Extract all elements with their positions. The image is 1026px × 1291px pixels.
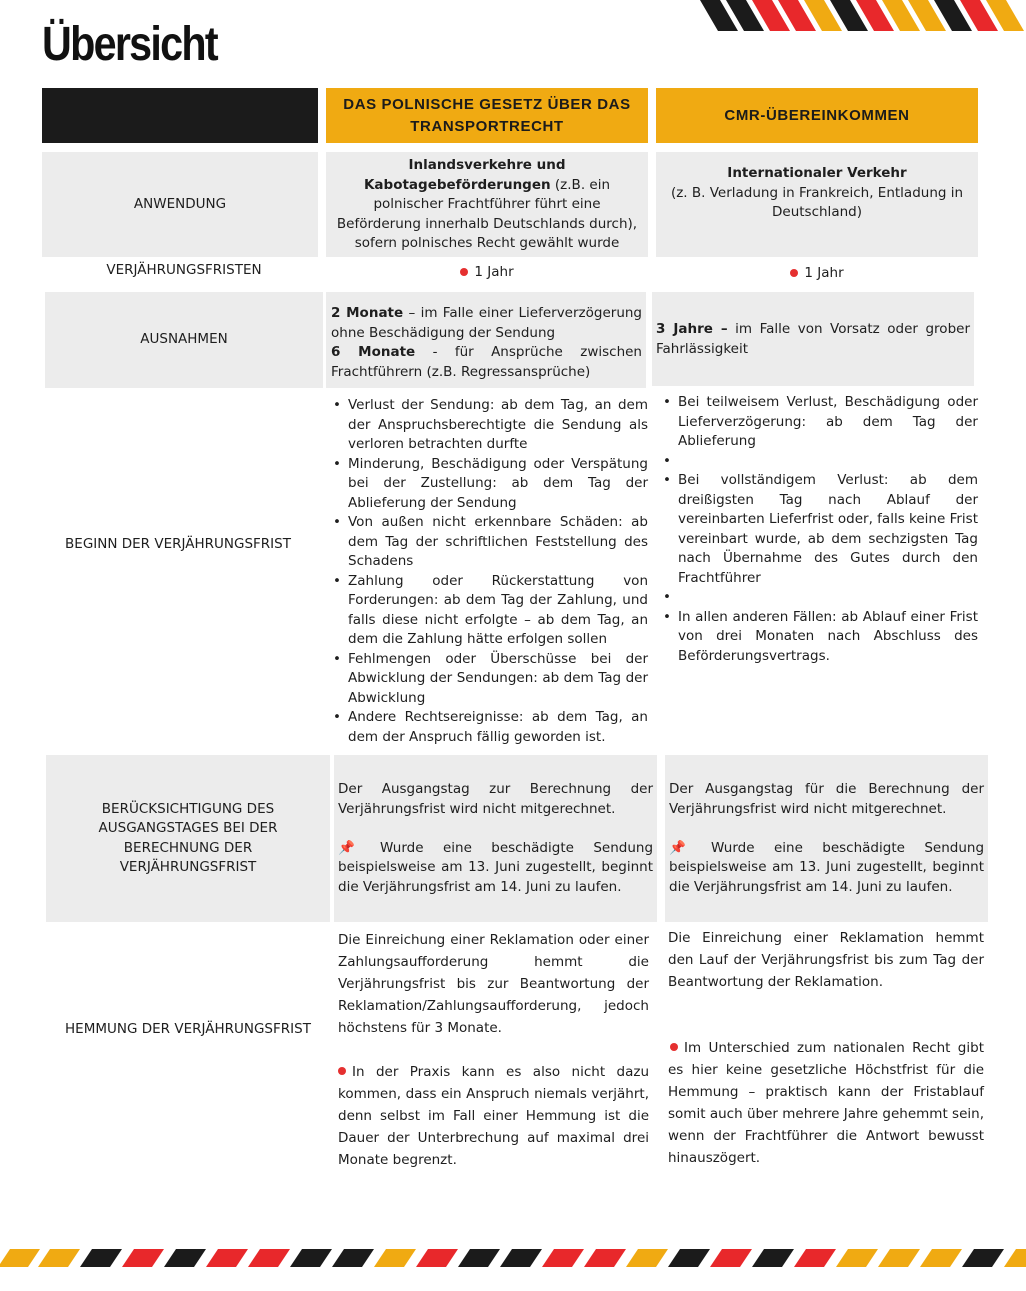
list-item: • In allen anderen Fällen: ab Ablauf einer Frist von drei Monaten nach Abschluss des Beförderungsvertrags.	[660, 608, 978, 667]
row-label-beginn	[42, 520, 314, 570]
ausgangstag-polish-cell	[334, 755, 657, 922]
hemmung-polish-cell	[338, 929, 649, 1171]
row-label-ausgangstag	[46, 755, 330, 922]
anwendung-polish-bold: Inlandsverkehre und Kabotagebeförderungen	[363, 157, 566, 193]
corner-stripes-decoration	[690, 0, 1026, 31]
list-item: • Bei teilweisem Verlust, Beschädigung oder Lieferverzögerung: ab dem Tag der Ablieferung	[660, 393, 978, 452]
row-label-ausnahmen	[45, 292, 323, 388]
ausnahmen-cmr-text: im Falle von Vorsatz oder grober Fahrlässigkeit	[656, 321, 970, 357]
ausnahmen-polish-b-bold: 6 Monate	[331, 344, 416, 360]
list-spacer	[660, 452, 978, 472]
paragraph-spacer	[338, 1039, 649, 1061]
fristen-cmr-cell	[656, 263, 978, 283]
list-item: • Zahlung oder Rückerstattung von Forderungen: ab dem Tag der Zahlung, und falls diese nicht erfolgte – ab dem Tag, an dem die Zahlung hätte erfolgen sollen	[330, 572, 648, 650]
beginn-polish-cell	[330, 396, 648, 747]
ausnahmen-label: AUSNAHMEN	[140, 331, 228, 348]
ausgangstag-label: BERÜCKSICHTIGUNG DES AUSGANGSTAGES BEI DER BERECHNUNG DER VERJÄHRUNGSFRIST	[98, 800, 278, 875]
red-dot-icon	[338, 1067, 346, 1075]
beginn-cmr-cell	[660, 393, 978, 666]
fristen-polish-value: 1 Jahr	[474, 264, 514, 280]
list-spacer	[660, 588, 978, 608]
anwendung-cmr-cell	[656, 152, 978, 257]
red-dot-icon	[460, 268, 468, 276]
hemmung-label: HEMMUNG DER VERJÄHRUNGSFRIST	[65, 1021, 311, 1038]
beginn-cmr-list	[660, 393, 978, 666]
list-item: • Von außen nicht erkennbare Schäden: ab dem Tag der schriftlichen Feststellung des Schadens	[330, 513, 648, 572]
paragraph-spacer	[669, 819, 984, 839]
header-cmr-text: CMR-ÜBEREINKOMMEN	[724, 106, 910, 124]
row-label-anwendung	[42, 152, 318, 257]
pushpin-icon: 📌	[669, 839, 701, 856]
fristen-cmr-value: 1 Jahr	[804, 265, 844, 281]
paragraph-spacer	[338, 819, 653, 839]
page-title: Übersicht	[42, 18, 217, 71]
list-item: • Verlust der Sendung: ab dem Tag, an dem der Anspruchsberechtigte die Sendung als verloren betrachten durfte	[330, 396, 648, 455]
ausnahmen-polish-a-bold: 2 Monate	[331, 305, 404, 321]
hemmung-polish-note: In der Praxis kann es also nicht dazu kommen, dass ein Anspruch niemals verjährt, denn selbst im Fall einer Hemmung ist die Dauer der Unterbrechung auf maximal drei Monate begrenzt.	[338, 1064, 649, 1168]
anwendung-cmr-bold: Internationaler Verkehr	[727, 165, 907, 181]
list-item: • Bei vollständigem Verlust: ab dem dreißigsten Tag nach Ablauf der vereinbarten Lieferfrist oder, falls keine Frist vereinbart wurde, ab dem sechzigsten Tag nach Übernahme des Gutes durch den Frachtführer	[660, 471, 978, 588]
red-dot-icon	[790, 269, 798, 277]
beginn-polish-list	[330, 396, 648, 747]
list-item: • Andere Rechtsereignisse: ab dem Tag, an dem der Anspruch fällig geworden ist.	[330, 708, 648, 747]
ausgangstag-cmr-cell	[665, 755, 988, 922]
pushpin-icon: 📌	[338, 839, 370, 856]
fristen-polish-cell	[326, 262, 648, 282]
list-item: • Minderung, Beschädigung oder Verspätung bei der Zustellung: ab dem Tag der Ablieferung der Sendung	[330, 455, 648, 514]
anwendung-cmr-text: (z. B. Verladung in Frankreich, Entladung in Deutschland)	[670, 184, 964, 220]
paragraph-spacer	[668, 993, 984, 1037]
red-dot-icon	[670, 1043, 678, 1051]
header-polish-law-text: DAS POLNISCHE GESETZ ÜBER DAS TRANSPORTRECHT	[343, 95, 631, 135]
list-item: • Fehlmengen oder Überschüsse bei der Abwicklung der Sendungen: ab dem Tag der Abwicklung	[330, 650, 648, 709]
row-label-hemmung	[46, 1018, 330, 1042]
hemmung-cmr-cell	[668, 927, 984, 1169]
ausnahmen-polish-b-text: - für Ansprüche zwischen Frachtführern (z.B. Regressansprüche)	[331, 344, 642, 380]
ausnahmen-polish-a-text: – im Falle einer Lieferverzögerung ohne Beschädigung der Sendung	[331, 305, 642, 341]
ausgangstag-polish-example: Wurde eine beschädigte Sendung beispielsweise am 13. Juni zugestellt, beginnt die Verjährungsfrist am 14. Juni zu laufen.	[338, 839, 654, 895]
ausgangstag-cmr-text: Der Ausgangstag für die Berechnung der Verjährungsfrist wird nicht mitgerechnet.	[669, 781, 984, 817]
header-cmr	[656, 88, 978, 143]
anwendung-label: ANWENDUNG	[133, 195, 227, 212]
ausgangstag-cmr-example: Wurde eine beschädigte Sendung beispielsweise am 13. Juni zugestellt, beginnt die Verjährungsfrist am 14. Juni zu laufen.	[669, 839, 985, 895]
bottom-stripes-decoration	[0, 1249, 1026, 1267]
anwendung-polish-text: (z.B. ein polnischer Frachtführer führt eine Beförderung innerhalb Deutschlands durch), sofern polnisches Recht gewählt wurde	[336, 176, 638, 251]
ausnahmen-cmr-cell	[652, 292, 974, 386]
hemmung-cmr-note: Im Unterschied zum nationalen Recht gibt es hier keine gesetzliche Höchstfrist für die Hemmung – praktisch kann der Fristablauf somit auch über mehrere Jahre gehemmt sein, wenn der Frachtführer die Antwort bewusst hinauszögert.	[668, 1040, 984, 1166]
hemmung-polish-text: Die Einreichung einer Reklamation oder einer Zahlungsaufforderung hemmt die Verjährungsfrist bis zur Beantwortung der Reklamation/Zahlungsaufforderung, jedoch höchstens für 3 Monate.	[338, 932, 649, 1036]
hemmung-cmr-text: Die Einreichung einer Reklamation hemmt den Lauf der Verjährungsfrist bis zum Tag der Beantwortung der Reklamation.	[668, 930, 984, 990]
ausnahmen-polish-cell	[326, 292, 646, 388]
header-blank-cell	[42, 88, 318, 143]
ausgangstag-polish-text: Der Ausgangstag zur Berechnung der Verjährungsfrist wird nicht mitgerechnet.	[338, 781, 653, 817]
fristen-label: VERJÄHRUNGSFRISTEN	[106, 262, 262, 279]
row-label-fristen	[42, 260, 326, 282]
anwendung-polish-cell	[326, 152, 648, 257]
beginn-label: BEGINN DER VERJÄHRUNGSFRIST	[65, 536, 291, 553]
header-polish-law	[326, 88, 648, 143]
ausnahmen-cmr-bold: 3 Jahre –	[656, 321, 728, 337]
